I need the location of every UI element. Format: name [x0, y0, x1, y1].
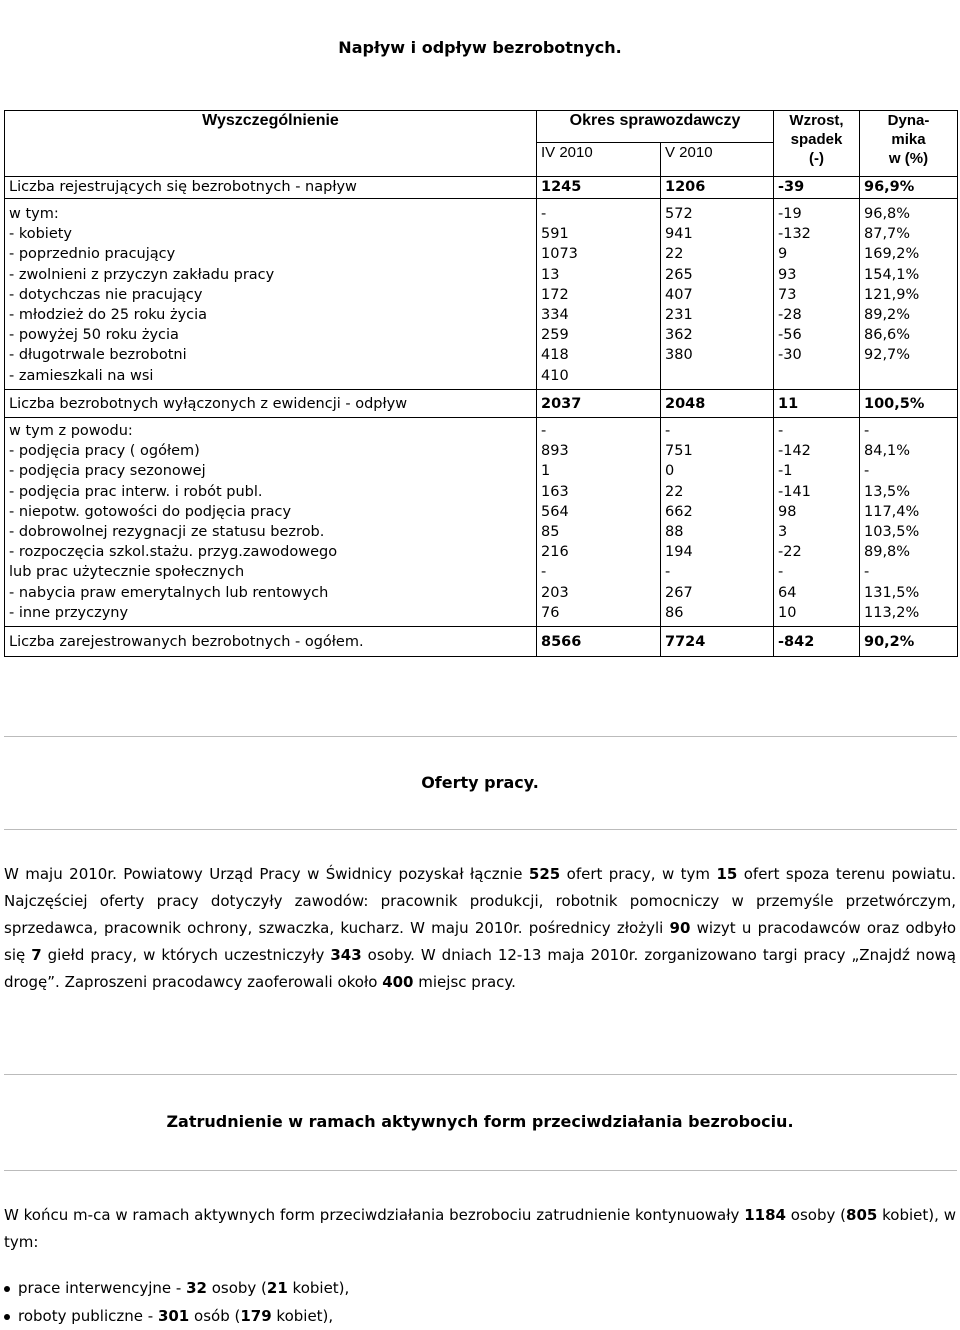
unemployment-table — [4, 110, 958, 657]
divider — [4, 736, 957, 737]
offers-heading: Oferty pracy. — [421, 773, 539, 792]
active-paragraph: W końcu m-ca w ramach aktywnych form przeciwdziałania bezrobociu zatrudnienie kontynuowały 1184 osoby (805 kobiet), w tym: — [4, 1206, 956, 1251]
outflow-detail-v1: - 893 1 163 564 85 216 - 203 76 — [537, 418, 661, 627]
inflow-dyn: 96,9% — [860, 177, 958, 199]
inflow-detail-v1: - 591 1073 13 172 334 259 418 410 — [537, 199, 661, 390]
outflow-detail-labels: w tym z powodu: - podjęcia pracy ( ogółem) - podjęcia pracy sezonowej - podjęcia prac interw. i robót publ. - niepotw. gotowości do podjęcia pracy - dobrowolnej rezygnacji ze statusu bezrob. - rozpoczęcia szkol.stażu. przyg.zawodowego lub prac użytecznie społecznych - nabycia praw emerytalnych lub rentowych - inne przyczyny — [5, 418, 537, 627]
outflow-dyn: 100,5% — [860, 390, 958, 418]
page-title: Napływ i odpływ bezrobotnych. — [338, 38, 622, 57]
inflow-detail-dyn: 96,8% 87,7% 169,2% 154,1% 121,9% 89,2% 86,6% 92,7% — [860, 199, 958, 390]
outflow-v1: 2037 — [537, 390, 661, 418]
header-col1: IV 2010 — [537, 143, 661, 177]
inflow-detail-labels: w tym: - kobiety - poprzednio pracujący - zwolnieni z przyczyn zakładu pracy - dotychczas nie pracujący - młodzież do 25 roku życia - powyżej 50 roku życia - długotrwale bezrobotni - zamieszkali na wsi — [5, 199, 537, 390]
inflow-detail-v2: 572 941 22 265 407 231 362 380 — [661, 199, 774, 390]
inflow-change: -39 — [774, 177, 860, 199]
outflow-v2: 2048 — [661, 390, 774, 418]
total-dyn: 90,2% — [860, 627, 958, 657]
outflow-detail-dyn: - 84,1% - 13,5% 117,4% 103,5% 89,8% - 131,5% 113,2% — [860, 418, 958, 627]
list-item: prace interwencyjne - 32 osoby (21 kobiet), — [4, 1274, 349, 1302]
header-dynamics: Dyna- mika w (%) — [860, 111, 958, 177]
divider — [4, 1170, 957, 1171]
outflow-change: 11 — [774, 390, 860, 418]
active-heading: Zatrudnienie w ramach aktywnych form przeciwdziałania bezrobociu. — [166, 1112, 794, 1131]
list-item: roboty publiczne - 301 osób (179 kobiet), — [4, 1302, 349, 1330]
header-change: Wzrost, spadek (-) — [774, 111, 860, 177]
offers-paragraph: W maju 2010r. Powiatowy Urząd Pracy w Świdnicy pozyskał łącznie 525 ofert pracy, w tym 15 ofert spoza terenu powiatu. Najczęściej oferty pracy dotyczyły zawodów: pracownik produkcji, robotnik pomocniczy w przemyśle przetwórczym, sprzedawca, pracownik ochrony, szwaczka, kucharz. W maju 2010r. pośrednicy złożyli 90 wizyt u pracodawców oraz odbyło się 7 giełd pracy, w których uczestniczyły 343 osoby. W dniach 12-13 maja 2010r. zorganizowano targi pracy „Znajdź nową drogę”. Zaproszeni pracodawcy zaoferowali około 400 miejsc pracy. — [4, 865, 956, 991]
total-label: Liczba zarejestrowanych bezrobotnych - ogółem. — [5, 627, 537, 657]
header-spec: Wyszczególnienie — [5, 111, 537, 177]
divider — [4, 829, 957, 830]
inflow-label: Liczba rejestrujących się bezrobotnych - napływ — [5, 177, 537, 199]
header-period: Okres sprawozdawczy — [537, 111, 774, 143]
divider — [4, 1074, 957, 1075]
active-forms-list — [4, 1274, 349, 1330]
inflow-v1: 1245 — [537, 177, 661, 199]
total-v2: 7724 — [661, 627, 774, 657]
header-col2: V 2010 — [661, 143, 774, 177]
total-change: -842 — [774, 627, 860, 657]
outflow-label: Liczba bezrobotnych wyłączonych z ewidencji - odpływ — [5, 390, 537, 418]
outflow-detail-change: - -142 -1 -141 98 3 -22 - 64 10 — [774, 418, 860, 627]
total-v1: 8566 — [537, 627, 661, 657]
inflow-v2: 1206 — [661, 177, 774, 199]
inflow-detail-change: -19 -132 9 93 73 -28 -56 -30 — [774, 199, 860, 390]
outflow-detail-v2: - 751 0 22 662 88 194 - 267 86 — [661, 418, 774, 627]
